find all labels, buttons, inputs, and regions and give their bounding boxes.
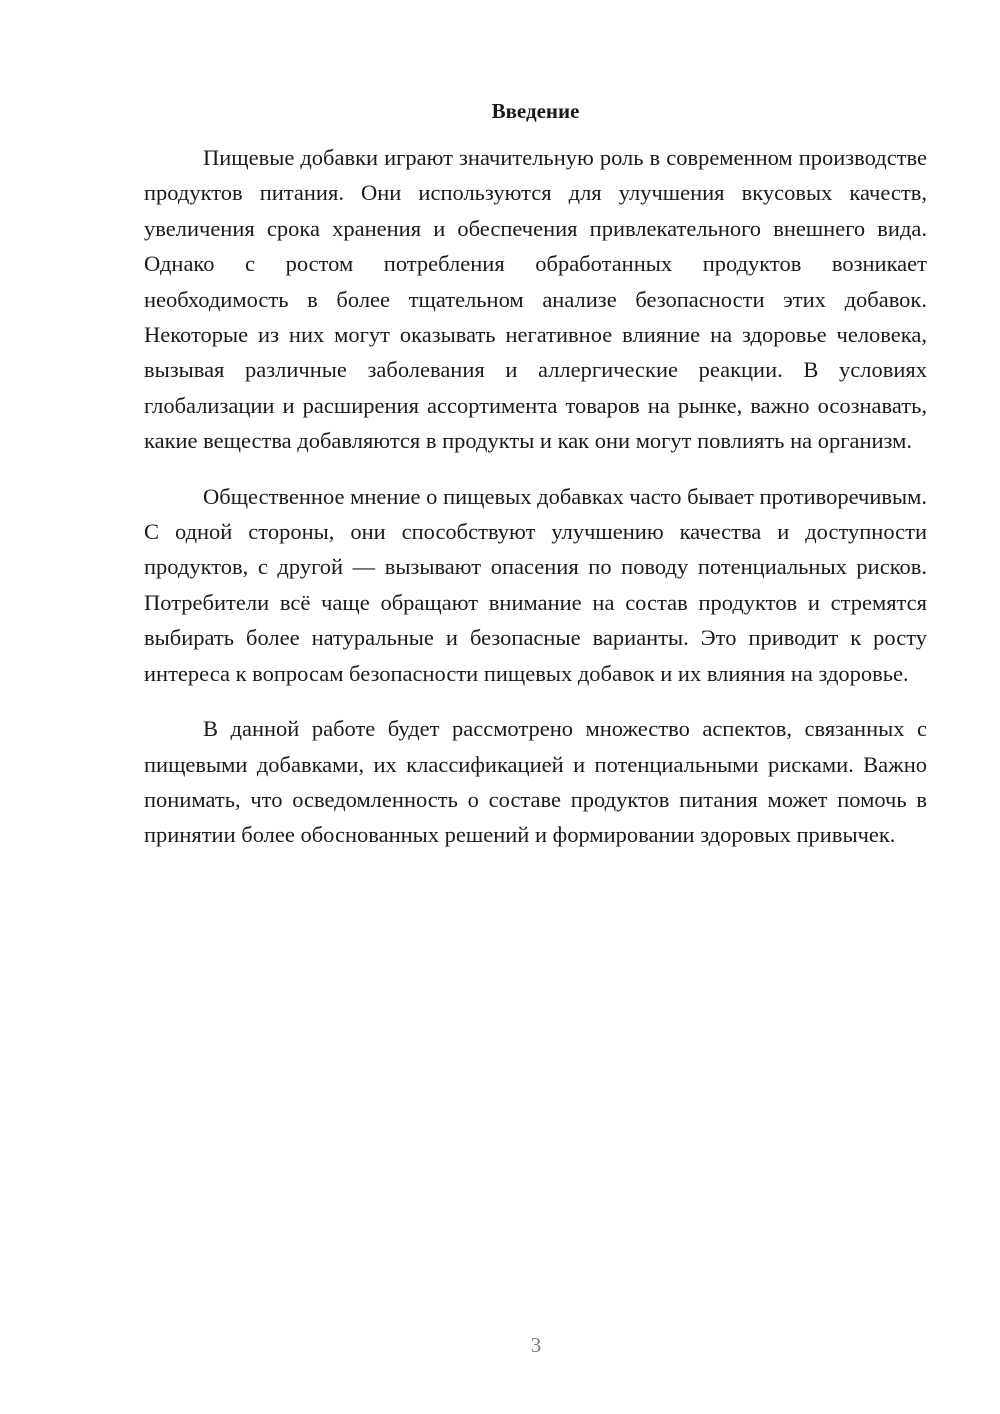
paragraph-1: Пищевые добавки играют значительную роль в современном производстве продуктов питания. Они используются для улучшения вкусовых качеств, увеличения срока хранения и обеспечения привлекательного внешнего вида. Однако с ростом потребления обработанных продуктов возникает необходимость в более тщательном анализе безопасности этих добавок. Некоторые из них могут оказывать негативное влияние на здоровье человека, вызывая различные заболевания и аллергические реакции. В условиях глобализации и расширения ассортимента товаров на рынке, важно осознавать, какие вещества добавляются в продукты и как они могут повлиять на организм. bbox=[144, 145, 927, 454]
paragraph-3: В данной работе будет рассмотрено множество аспектов, связанных с пищевыми добавками, их классификацией и потенциальными рисками. Важно понимать, что осведомленность о составе продуктов питания может помочь в принятии более обоснованных решений и формировании здоровых привычек. bbox=[144, 716, 927, 848]
page-number: 3 bbox=[530, 1333, 542, 1357]
paragraph-2: Общественное мнение о пищевых добавках часто бывает противоречивым. С одной стороны, они способствуют улучшению качества и доступности продуктов, с другой — вызывают опасения по поводу потенциальных рисков. Потребители всё чаще обращают внимание на состав продуктов и стремятся выбирать более натуральные и безопасные варианты. Это приводит к росту интереса к вопросам безопасности пищевых добавок и их влияния на здоровье. bbox=[144, 483, 927, 686]
page-content bbox=[144, 96, 927, 873]
section-heading: Введение bbox=[491, 99, 580, 123]
